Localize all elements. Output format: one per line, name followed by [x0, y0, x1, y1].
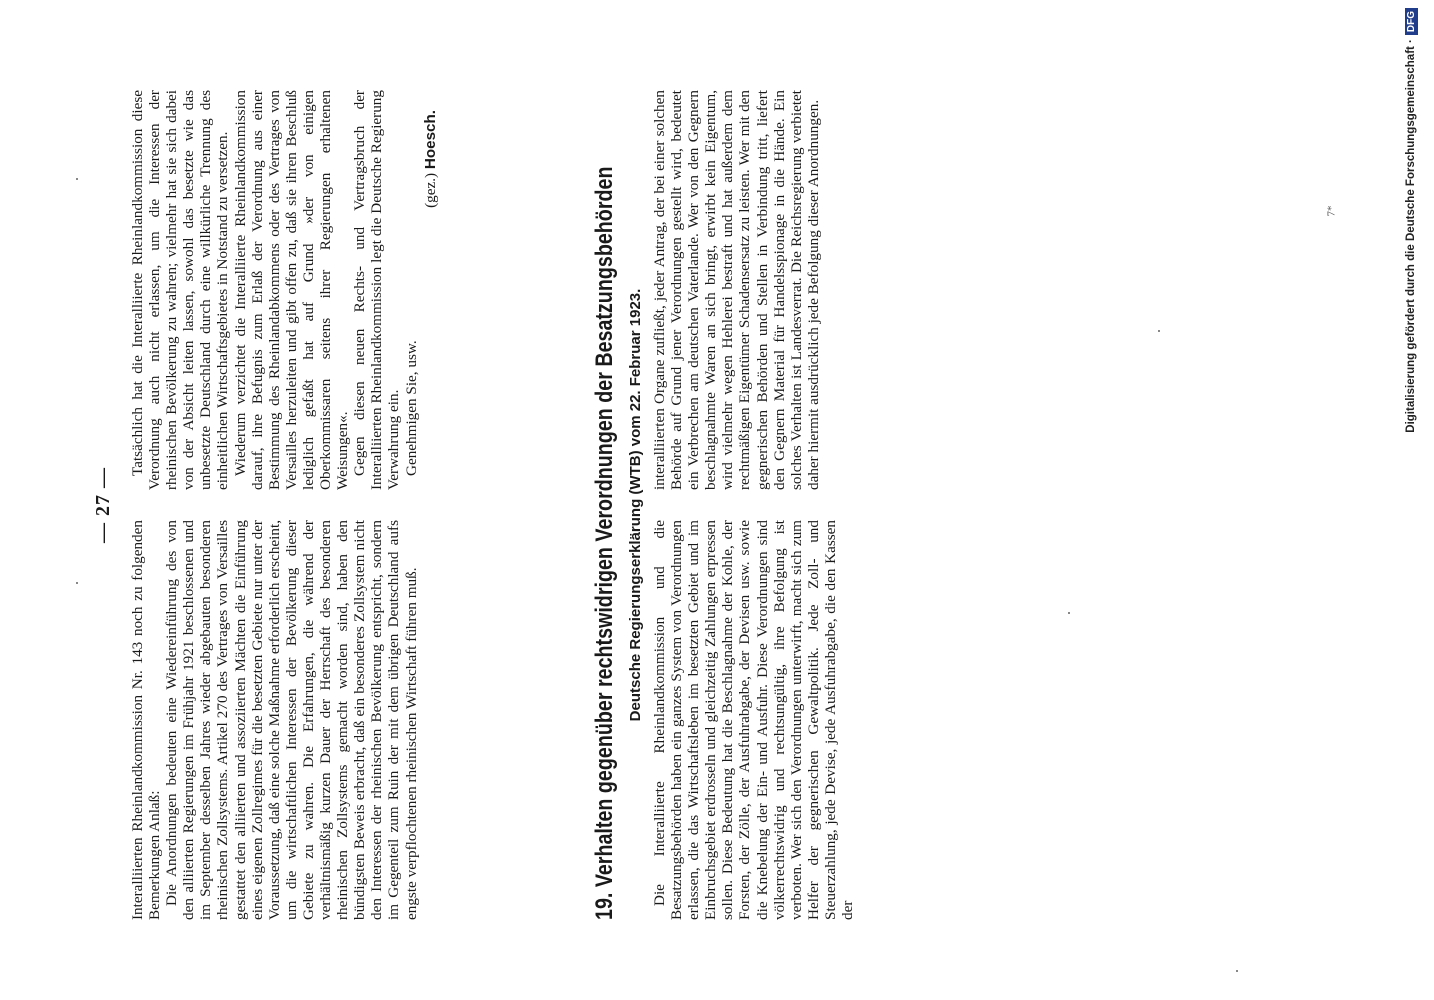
paragraph: Gegen diesen neuen Rechts- und Vertragsbruch der Interalliierten Rheinlandkommission legt die Deutsche Regierung Verwahrung ein.	[351, 90, 403, 490]
paragraph: Die Anordnungen bedeuten eine Wiedereinführung des von den alliierten Regierungen im Frühjahr 1921 beschlossenen und im September desselben Jahres wieder abgebauten besonderen rheinischen Zollsystems. Artikel 270 des Vertrages von Versailles gestattet den alliierten und assoziierten Mächten die Einführung eines eigenen Zollregimes für die besetzten Gebiete nur unter der Voraussetzung, daß eine solche Maßnahme erforderlich erscheint, um die wirtschaftlichen Interessen der Bevölkerung dieser Gebiete zu wahren. Die Erfahrungen, die während der verhältnismäßig kurzen Dauer der Herrschaft des besonderen rheinischen Zollsystems gemacht worden sind, haben den bündigsten Beweis erbracht, daß ein besonderes Zollsystem nicht den Interessen der rheinischen Bevölkerung entspricht, sondern im Gegenteil zum Ruin der mit dem übrigen Deutschland aufs engste verpflochtenen rheinischen Wirtschaft führen muß.	[163, 520, 420, 920]
page-mark: 7*	[1325, 205, 1338, 217]
section-subtitle: Deutsche Regierungserklärung (WTB) vom 22. Februar 1923.	[627, 288, 644, 722]
scanned-page	[92, 90, 915, 920]
paragraph: interalliierten Organe zufließt, jeder Antrag, der bei einer solchen Behörde auf Grund jener Verordnungen gestellt wird, bedeutet ein Verbrechen am deutschen Vaterlande. Wer von den Gegnern beschlagnahmte Waren an sich bringt, erwirbt kein Eigentum, wird vielmehr wegen Hehlerei bestraft und hat außerdem dem rechtmäßigen Eigentümer Schadensersatz zu leisten. Wer mit den gegnerischen Behörden und Stellen in Verbindung tritt, liefert den Gegnern Material für Handelsspionage in die Hände. Ein solches Verhalten ist Landesverrat. Die Reichsregierung verbietet daher hiermit ausdrücklich jede Befolgung dieser Anordnungen.	[651, 90, 822, 490]
paragraph: Die Interalliierte Rheinlandkommission und die Besatzungsbehörden haben ein ganzes System von Verordnungen erlassen, die das Wirtschaftsleben im besetzten Gebiet und im Einbruchsgebiet erdrosseln und gleichzeitig Zahlungen erpressen sollen. Diese Bedeutung hat die Beschlagnahme der Kohle, der Forsten, der Zölle, der Ausfuhrabgabe, der Devisen usw. sowie die Knebelung der Ein- und Ausfuhr. Diese Verordnungen sind völkerrechtswidrig und rechtsungültig, ihre Befolgung ist verboten. Wer sich den Verordnungen unterwirft, macht sich zum Helfer der gegnerischen Gewaltpolitik. Jede Zoll- und Steuerzahlung, jede Devise, jede Ausfuhrabgabe, die den Kassen der	[651, 520, 857, 920]
bottom-left-column	[651, 520, 856, 920]
digitization-credit	[1396, 8, 1426, 998]
top-left-column	[129, 520, 439, 920]
scan-speck	[76, 582, 78, 584]
top-columns	[129, 90, 439, 920]
page-number: — 27 —	[92, 467, 114, 543]
paragraph: Interalliierten Rheinlandkommission Nr. 143 noch zu folgenden Bemerkungen Anlaß:	[129, 520, 164, 920]
scan-speck	[1158, 330, 1160, 332]
paragraph: Tatsächlich hat die Interalliierte Rheinlandkommission diese Verordnung auch nicht erlassen, um die Interessen der rheinischen Bevölkerung zu wahren; vielmehr hat sie sich dabei von der Absicht leiten lassen, sowohl das besetzte wie das unbesetzte Deutschland durch eine willkürliche Trennung des einheitlichen Wirtschaftsgebietes in Notstand zu versetzen.	[129, 90, 232, 490]
bottom-columns	[651, 90, 856, 920]
scan-speck	[1068, 612, 1070, 614]
credit-text: Digitalisierung gefördert durch die Deutsche Forschungsgemeinschaft ·	[1405, 39, 1417, 433]
section-title: 19. Verhalten gegenüber rechtswidrigen Verordnungen der Besatzungsbehörden	[591, 166, 618, 920]
signature	[422, 90, 439, 490]
top-right-column	[129, 90, 439, 490]
dfg-logo: DFG	[1405, 8, 1418, 35]
signature-name: Hoesch.	[421, 110, 439, 170]
bottom-right-column	[651, 90, 856, 490]
signature-prefix: (gez.)	[421, 172, 439, 208]
paragraph: Genehmigen Sie, usw.	[402, 340, 420, 476]
scan-speck	[76, 178, 78, 180]
scan-speck	[1236, 970, 1238, 972]
paragraph: Wiederum verzichtet die Interalliierte Rheinlandkommission darauf, ihre Befugnis zum Erlaß der Verordnung aus einer Bestimmung des Rheinlandabkommens oder des Vertrages von Versailles herzuleiten und gibt offen zu, daß sie ihren Beschluß lediglich gefaßt hat auf Grund »der von einigen Oberkommissaren seitens ihrer Regierungen erhaltenen Weisungen«.	[231, 90, 352, 490]
